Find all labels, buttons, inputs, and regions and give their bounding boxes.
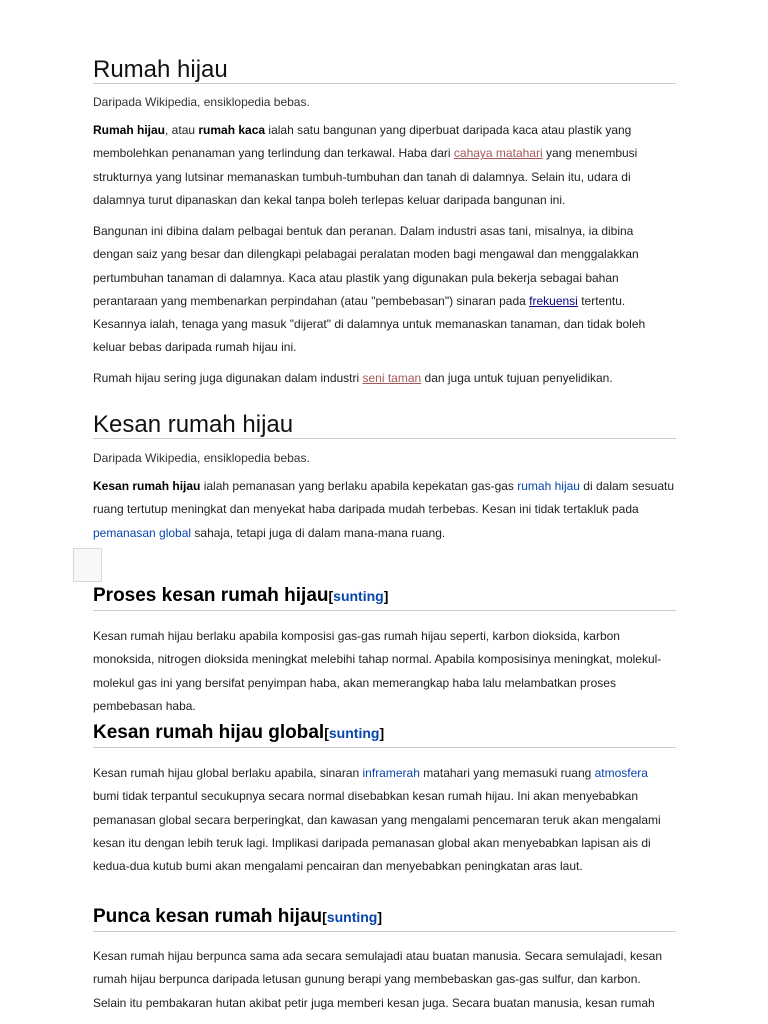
link-inframerah[interactable]: inframerah (362, 766, 420, 780)
text-span: matahari yang memasuki ruang (419, 766, 595, 780)
heading-text: Punca kesan rumah hijau (93, 906, 323, 927)
site-subtitle: Daripada Wikipedia, ensiklopedia bebas. (93, 451, 310, 465)
image-placeholder (73, 548, 102, 582)
heading-proses (93, 583, 388, 609)
text-span: yang menembusi strukturnya yang lutsinar memanaskan tumbuh-tumbuhan dan tanah di dalamnya. Selain itu, udara di dalamnya turut dipanaskan dan kekal tanpa boleh terlepas keluar daripada bangunan ini. (93, 146, 638, 207)
text-span: , atau (165, 123, 199, 137)
link-seni-taman[interactable]: seni taman (362, 371, 422, 385)
body-paragraph (93, 220, 676, 360)
link-rumah-hijau[interactable]: rumah hijau (517, 479, 580, 493)
text-span: tertentu. Kesannya ialah, tenaga yang masuk "dijerat" di dalamnya untuk memanaskan tanaman, dan tidak boleh keluar bebas daripada rumah hijau ini. (93, 293, 646, 355)
edit-button[interactable]: sunting (326, 909, 378, 925)
heading-global (93, 720, 384, 746)
edit-button[interactable]: sunting (328, 725, 380, 741)
link-frekuensi[interactable]: frekuensi (529, 293, 578, 308)
edit-button[interactable]: sunting (333, 588, 384, 604)
edit-section-link (324, 725, 384, 741)
text-span: ialah satu bangunan yang diperbuat daripada kaca atau plastik yang membolehkan penanaman yang terlindung dan terkawal. Haba dari (93, 123, 632, 161)
body-paragraph (93, 762, 676, 878)
text-span: di dalam sesuatu ruang tertutup meningkat dan menyekat haba daripada mudah terbebas. Kesan ini tidak tertakluk pada (93, 479, 675, 517)
edit-section-link (329, 588, 389, 604)
edit-bracket: [ (328, 588, 334, 604)
body-paragraph (93, 475, 676, 545)
edit-bracket: [ (324, 725, 329, 741)
edit-bracket: ] (377, 909, 383, 925)
link-pemanasan-global[interactable]: pemanasan global (93, 525, 192, 540)
section-title: Kesan rumah hijau (93, 411, 294, 438)
edit-section-link (322, 909, 382, 925)
heading-text: Kesan rumah hijau global (93, 722, 325, 743)
heading-divider (93, 747, 676, 748)
body-paragraph: Kesan rumah hijau berlaku apabila komposisi gas-gas rumah hijau seperti, karbon dioksida, karbon monoksida, nitrogen dioksida meningkat melebihi tahap normal. Apabila komposisinya meningkat, molekul-molekul gas ini yang bersifat penyimpan haba, akan memerangkap haba lalu melambatkan proses pembebasan haba. (93, 629, 662, 713)
heading-divider (93, 610, 676, 611)
body-paragraph (93, 367, 676, 390)
text-span: dan juga untuk tujuan penyelidikan. (421, 371, 613, 385)
heading-text: Proses kesan rumah hijau (93, 585, 329, 606)
heading-divider (93, 931, 676, 932)
bold-term: Rumah hijau (93, 123, 166, 137)
heading-punca (93, 904, 382, 930)
bold-term: Kesan rumah hijau (93, 479, 201, 493)
edit-bracket: ] (379, 725, 385, 741)
text-span: sahaja, tetapi juga di dalam mana-mana ruang. (191, 525, 446, 540)
text-span: Kesan rumah hijau global berlaku apabila, sinaran (93, 766, 363, 780)
title-divider (93, 438, 676, 439)
bold-term: rumah kaca (198, 123, 266, 137)
edit-bracket: [ (322, 909, 327, 925)
intro-paragraph (93, 119, 676, 212)
site-subtitle: Daripada Wikipedia, ensiklopedia bebas. (93, 95, 310, 109)
text-span: ialah pemanasan yang berlaku apabila kepekatan gas-gas (200, 479, 518, 493)
body-paragraph: Kesan rumah hijau berpunca sama ada secara semulajadi atau buatan manusia. Secara semulajadi, kesan rumah hijau berpunca daripada letusan gunung berapi yang membebaskan gas-gas sulfur, dan karbon. Selain itu pembakaran hutan akibat petir juga memberi kesan juga. Secara buatan manusia, kesan rumah (93, 949, 663, 1010)
title-divider (93, 83, 676, 84)
link-cahaya-matahari[interactable]: cahaya matahari (453, 146, 543, 161)
text-span: Bangunan ini dibina dalam pelbagai bentuk dan peranan. Dalam industri asas tani, misalnya, ia dibina dengan saiz yang besar dan dilengkapi pelabagai peralatan moden bagi mengawal dan menggalakkan pertumbuhan tanaman di dalamnya. Kaca atau plastik yang digunakan pula bekerja sebagai bahan perantaraan yang membenarkan perpindahan (atau "pembebasan") sinaran pada (93, 224, 639, 308)
text-span: Rumah hijau sering juga digunakan dalam industri (93, 371, 363, 385)
text-span: bumi tidak terpantul secukupnya secara normal disebabkan kesan rumah hijau. Ini akan menyebabkan pemanasan global secara berperingkat, dan kawasan yang mengalami pencemaran teruk akan mengalami kesan itu dengan lebih teruk lagi. Implikasi daripada pemanasan global akan menyebabkan lapisan ais di kedua-dua kutub bumi akan mengalami pencairan dan menyebabkan peningkatan aras laut. (93, 789, 661, 874)
page-title: Rumah hijau (93, 56, 228, 83)
edit-bracket: ] (383, 588, 389, 604)
link-atmosfera[interactable]: atmosfera (594, 766, 648, 780)
